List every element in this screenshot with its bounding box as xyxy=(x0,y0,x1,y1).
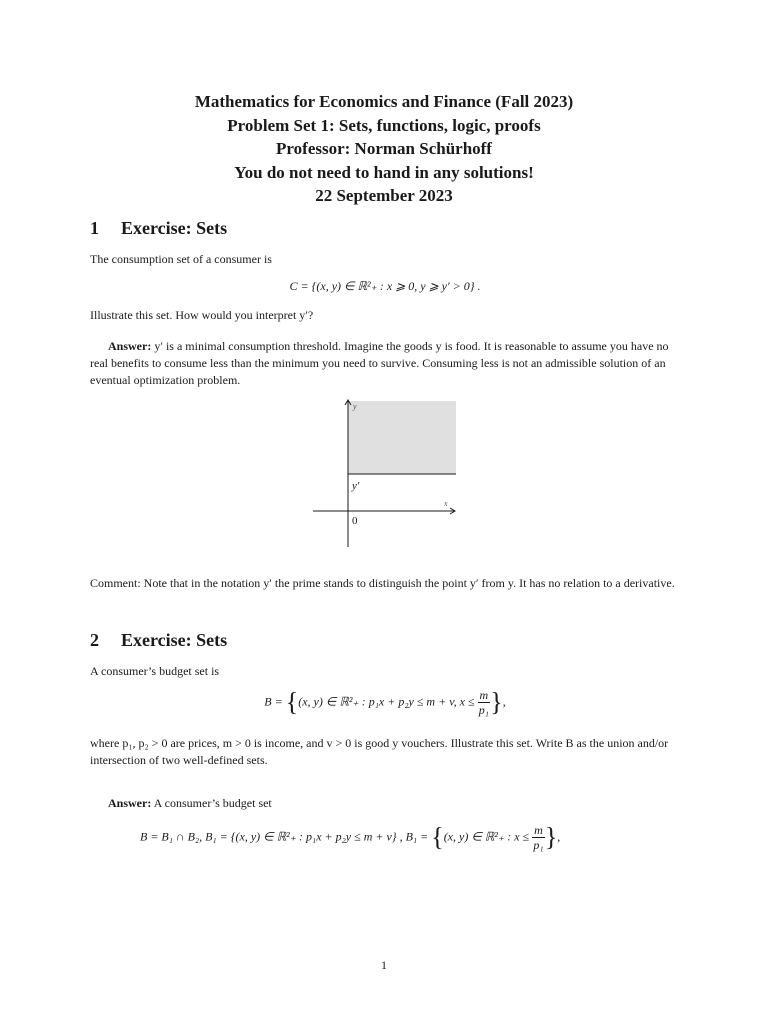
left-brace: { xyxy=(285,687,299,717)
x-axis-label: x xyxy=(444,499,448,508)
section-1-comment: Comment: Note that in the notation y′ the prime stands to distinguish the point y′ from y. It has no relation to a derivative. xyxy=(90,576,675,590)
answer-2-text: A consumer’s budget set xyxy=(153,796,272,810)
answer-eq-tail: , xyxy=(557,829,561,844)
answer-left-brace: { xyxy=(431,822,444,852)
budget-fraction xyxy=(478,688,491,717)
y-axis-label: y xyxy=(353,402,357,411)
answer-fraction xyxy=(532,823,545,852)
notice-line: You do not need to hand in any solutions! xyxy=(234,162,534,182)
budget-fraction-numerator: m xyxy=(479,688,489,702)
section-2-heading xyxy=(90,630,227,651)
page-number: 1 xyxy=(381,958,387,972)
section-1-answer xyxy=(90,338,680,389)
section-1-number: 1 xyxy=(90,218,99,238)
section-1-question: Illustrate this set. How would you interpret y′? xyxy=(90,308,314,322)
budget-eq-inner: (x, y) ∈ ℝ²₊ : p₁x + p₂y ≤ m + v, x ≤ xyxy=(298,694,475,709)
consumption-set-region xyxy=(348,401,456,474)
course-title: Mathematics for Economics and Finance (Fall 2023) xyxy=(194,92,574,111)
section-2-intro: A consumer’s budget set is xyxy=(90,664,220,678)
answer-fraction-numerator: m xyxy=(534,823,543,837)
answer-eq-inner: (x, y) ∈ ℝ²₊ : x ≤ xyxy=(443,829,530,844)
section-1-heading xyxy=(90,218,227,239)
consumption-set-formula: C = {(x, y) ∈ ℝ²₊ : x ⩾ 0, y ⩾ y′ > 0} . xyxy=(289,279,481,293)
section-2-answer xyxy=(90,795,680,812)
consumption-set-figure xyxy=(300,395,470,555)
problem-set-title: Problem Set 1: Sets, functions, logic, proofs xyxy=(227,115,541,135)
origin-label: 0 xyxy=(352,515,358,527)
consumption-set-equation xyxy=(90,279,680,294)
budget-decomposition-equation xyxy=(140,823,660,852)
title-block xyxy=(0,90,768,208)
answer-text: y′ is a minimal consumption threshold. Imagine the goods y is food. It is reasonable to assume you have no real benefits to consume less than the minimum you need to survive. Consuming less is not an admissible solution of an eventual optimization problem. xyxy=(90,339,669,387)
section-2-description: where p₁, p₂ > 0 are prices, m > 0 is income, and v > 0 is good y vouchers. Illustrate this set. Write B as the union and/or intersection of two well-defined sets. xyxy=(90,736,669,767)
answer-label: Answer: xyxy=(108,339,152,353)
budget-fraction-denominator: p₁ xyxy=(478,703,489,717)
budget-set-equation xyxy=(90,688,680,717)
section-2-title: Exercise: Sets xyxy=(121,630,228,650)
budget-eq-left: B = xyxy=(264,694,283,709)
right-brace: } xyxy=(490,687,503,717)
threshold-label: y′ xyxy=(352,480,360,492)
section-1-intro: The consumption set of a consumer is xyxy=(90,252,272,266)
answer-fraction-denominator: p₁ xyxy=(533,838,544,852)
answer-2-label: Answer: xyxy=(108,796,152,810)
date-line: 22 September 2023 xyxy=(315,186,453,205)
answer-right-brace: } xyxy=(544,822,558,852)
section-1-title: Exercise: Sets xyxy=(121,218,228,238)
budget-eq-tail: , xyxy=(502,694,506,709)
answer-eq-part1: B = B₁ ∩ B₂, B₁ = {(x, y) ∈ ℝ²₊ : p₁x + p₂y ≤ m + v} , B₁ = xyxy=(140,829,429,844)
professor-line: Professor: Norman Schürhoff xyxy=(276,139,492,158)
section-2-number: 2 xyxy=(90,630,99,650)
